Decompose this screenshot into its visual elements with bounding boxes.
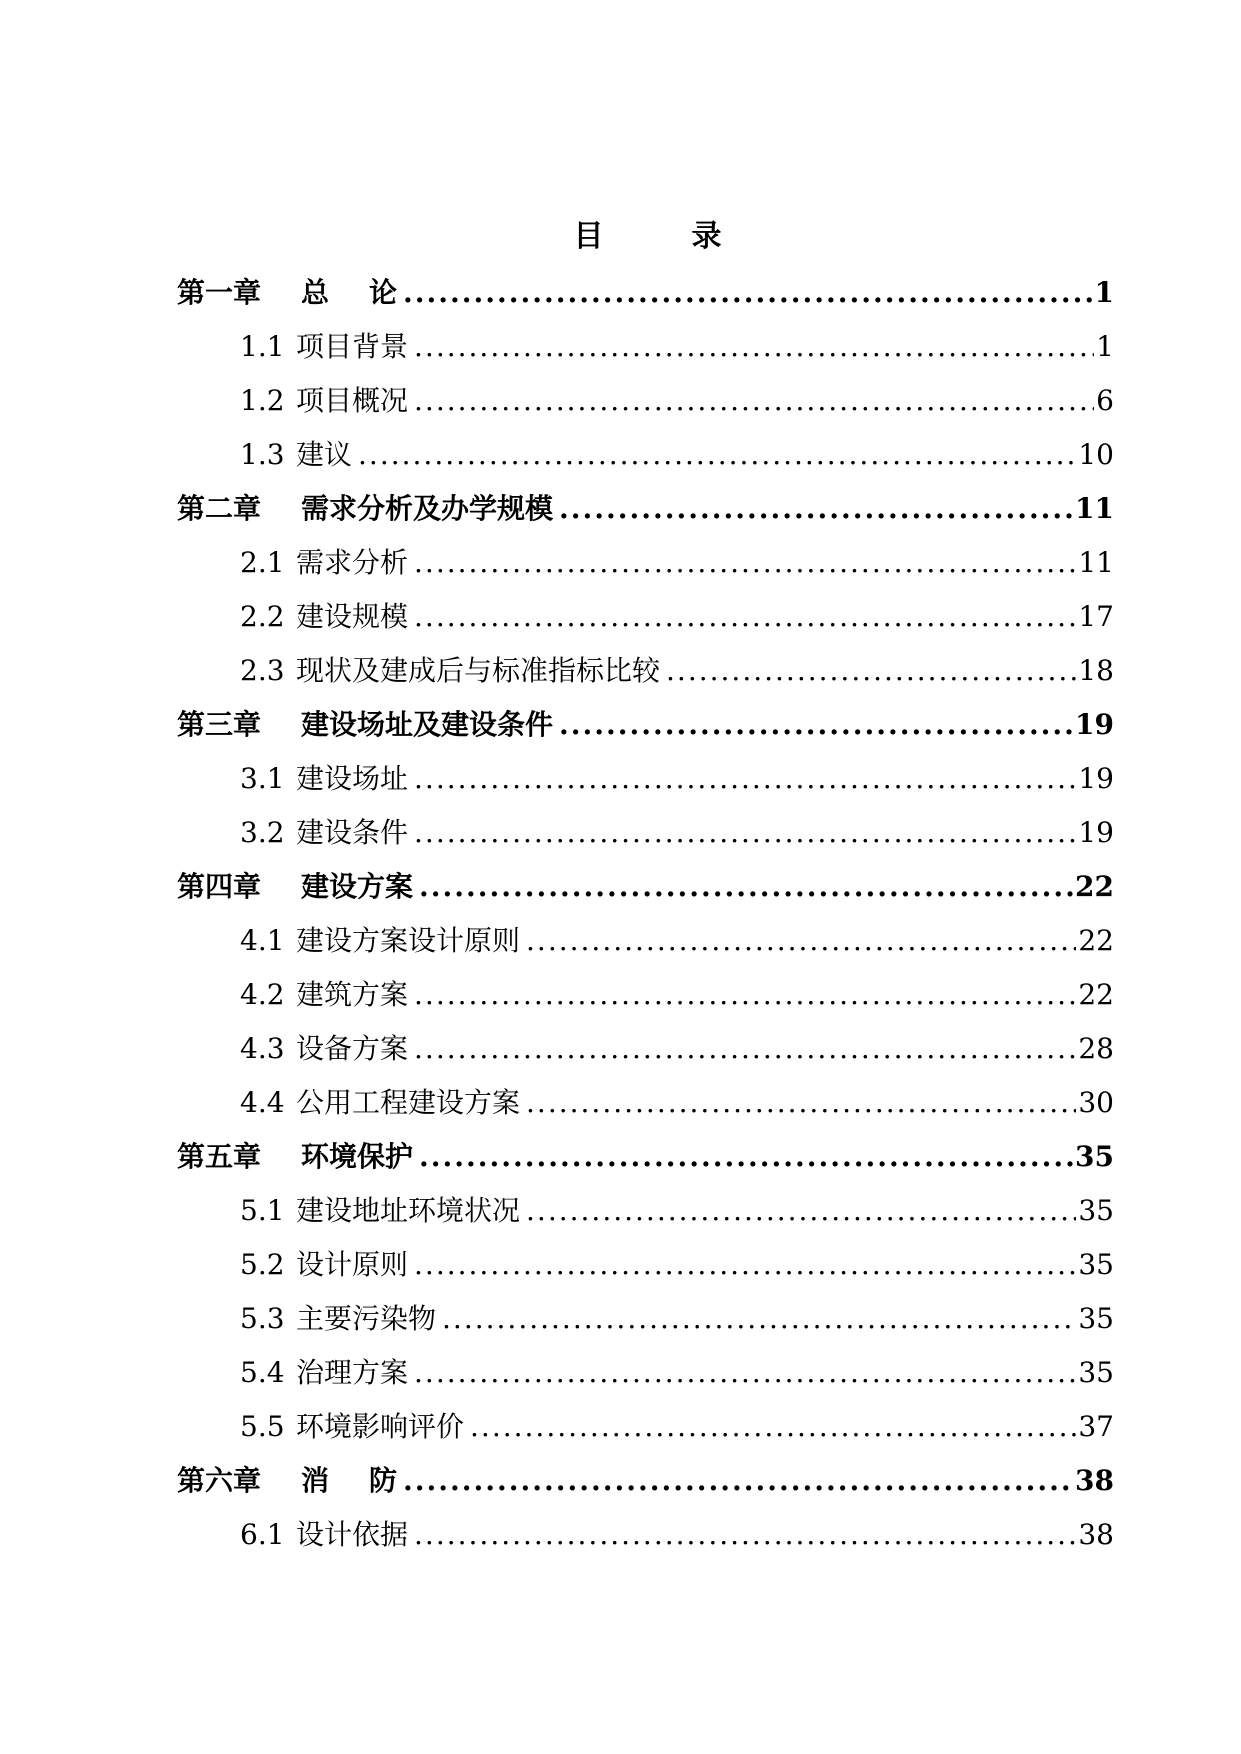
chapter-number: 第五章 [177, 1140, 262, 1173]
dot-leader [526, 914, 1076, 968]
toc-section-entry[interactable] [177, 914, 1114, 968]
section-number: 5.3 [240, 1302, 285, 1335]
section-number: 5.2 [240, 1248, 285, 1281]
section-number: 4.2 [240, 978, 285, 1011]
page-number: 11 [1075, 492, 1114, 525]
section-number: 1.2 [240, 384, 285, 417]
page-number: 22 [1075, 870, 1114, 903]
dot-leader [559, 698, 1073, 752]
dot-leader [414, 590, 1076, 644]
dot-leader [442, 1292, 1076, 1346]
page-number: 37 [1078, 1410, 1114, 1443]
page-number: 22 [1078, 924, 1114, 957]
toc-title [0, 212, 1241, 262]
page-number: 1 [1094, 276, 1114, 309]
toc-list [177, 266, 1114, 1562]
section-title: 项目概况 [296, 384, 409, 417]
toc-section-entry[interactable] [177, 428, 1114, 482]
chapter-number: 第六章 [177, 1464, 262, 1497]
dot-leader [526, 1076, 1076, 1130]
toc-section-entry[interactable] [177, 644, 1114, 698]
chapter-title: 需求分析及办学规模 [301, 492, 554, 525]
page-number: 19 [1078, 762, 1114, 795]
page-number: 22 [1078, 978, 1114, 1011]
chapter-title: 消 防 [301, 1464, 398, 1497]
page-number: 1 [1096, 330, 1114, 363]
section-title: 建议 [296, 438, 353, 471]
section-number: 2.2 [240, 600, 285, 633]
section-number: 2.1 [240, 546, 285, 579]
toc-section-entry[interactable] [177, 1508, 1114, 1562]
section-number: 4.4 [240, 1086, 285, 1119]
toc-section-entry[interactable] [177, 1346, 1114, 1400]
section-title: 建设规模 [296, 600, 409, 633]
page-number: 35 [1075, 1140, 1114, 1173]
section-title: 建设地址环境状况 [296, 1194, 521, 1227]
toc-section-entry[interactable] [177, 536, 1114, 590]
dot-leader [414, 320, 1094, 374]
section-number: 5.5 [240, 1410, 285, 1443]
section-number: 5.1 [240, 1194, 285, 1227]
section-number: 2.3 [240, 654, 285, 687]
chapter-number: 第四章 [177, 870, 262, 903]
page-number: 38 [1075, 1464, 1114, 1497]
section-number: 3.2 [240, 816, 285, 849]
chapter-number: 第三章 [177, 708, 262, 741]
toc-chapter-entry[interactable] [177, 1454, 1114, 1508]
section-title: 环境影响评价 [296, 1410, 465, 1443]
section-number: 5.4 [240, 1356, 285, 1389]
toc-section-entry[interactable] [177, 1292, 1114, 1346]
toc-chapter-entry[interactable] [177, 482, 1114, 536]
toc-section-entry[interactable] [177, 968, 1114, 1022]
dot-leader [414, 1022, 1076, 1076]
chapter-number: 第一章 [177, 276, 262, 309]
page-number: 11 [1078, 546, 1114, 579]
chapter-title: 环境保护 [301, 1140, 414, 1173]
section-title: 建设场址 [296, 762, 409, 795]
page-number: 28 [1078, 1032, 1114, 1065]
section-number: 1.3 [240, 438, 285, 471]
page-number: 17 [1078, 600, 1114, 633]
toc-section-entry[interactable] [177, 374, 1114, 428]
dot-leader [414, 752, 1076, 806]
chapter-title: 建设场址及建设条件 [301, 708, 554, 741]
section-title: 建筑方案 [296, 978, 409, 1011]
toc-chapter-entry[interactable] [177, 698, 1114, 752]
section-title: 设备方案 [296, 1032, 409, 1065]
section-number: 3.1 [240, 762, 285, 795]
dot-leader [419, 860, 1073, 914]
toc-section-entry[interactable] [177, 752, 1114, 806]
page-number: 10 [1078, 438, 1114, 471]
toc-chapter-entry[interactable] [177, 860, 1114, 914]
page-number: 19 [1075, 708, 1114, 741]
page-number: 6 [1096, 384, 1114, 417]
section-number: 4.1 [240, 924, 285, 957]
dot-leader [414, 1346, 1076, 1400]
toc-title-char-1: 目 [573, 219, 604, 254]
section-title: 设计依据 [296, 1518, 409, 1551]
dot-leader [666, 644, 1076, 698]
section-title: 项目背景 [296, 330, 409, 363]
chapter-title: 建设方案 [301, 870, 414, 903]
dot-leader [419, 1130, 1073, 1184]
page-number: 35 [1078, 1302, 1114, 1335]
chapter-number: 第二章 [177, 492, 262, 525]
page-number: 35 [1078, 1356, 1114, 1389]
page-number: 38 [1078, 1518, 1114, 1551]
toc-section-entry[interactable] [177, 590, 1114, 644]
dot-leader [358, 428, 1076, 482]
dot-leader [526, 1184, 1076, 1238]
toc-section-entry[interactable] [177, 1076, 1114, 1130]
dot-leader [414, 374, 1094, 428]
toc-section-entry[interactable] [177, 1022, 1114, 1076]
section-title: 设计原则 [296, 1248, 409, 1281]
toc-section-entry[interactable] [177, 1238, 1114, 1292]
toc-chapter-entry[interactable] [177, 1130, 1114, 1184]
dot-leader [403, 1454, 1073, 1508]
page-number: 19 [1078, 816, 1114, 849]
section-number: 4.3 [240, 1032, 285, 1065]
toc-section-entry[interactable] [177, 1184, 1114, 1238]
page-number: 35 [1078, 1194, 1114, 1227]
dot-leader [403, 266, 1092, 320]
dot-leader [414, 806, 1076, 860]
dot-leader [414, 968, 1076, 1022]
section-title: 治理方案 [296, 1356, 409, 1389]
dot-leader [559, 482, 1073, 536]
section-title: 需求分析 [296, 546, 409, 579]
section-title: 主要污染物 [296, 1302, 437, 1335]
section-number: 6.1 [240, 1518, 285, 1551]
page-number: 30 [1078, 1086, 1114, 1119]
section-number: 1.1 [240, 330, 285, 363]
toc-section-entry[interactable] [177, 806, 1114, 860]
section-title: 现状及建成后与标准指标比较 [296, 654, 661, 687]
toc-section-entry[interactable] [177, 1400, 1114, 1454]
section-title: 建设条件 [296, 816, 409, 849]
page-number: 35 [1078, 1248, 1114, 1281]
page-number: 18 [1078, 654, 1114, 687]
dot-leader [414, 536, 1076, 590]
toc-chapter-entry[interactable] [177, 266, 1114, 320]
chapter-title: 总 论 [301, 276, 398, 309]
section-title: 建设方案设计原则 [296, 924, 521, 957]
toc-section-entry[interactable] [177, 320, 1114, 374]
section-title: 公用工程建设方案 [296, 1086, 521, 1119]
dot-leader [470, 1400, 1076, 1454]
dot-leader [414, 1238, 1076, 1292]
toc-title-char-2: 录 [691, 219, 722, 254]
dot-leader [414, 1508, 1076, 1562]
